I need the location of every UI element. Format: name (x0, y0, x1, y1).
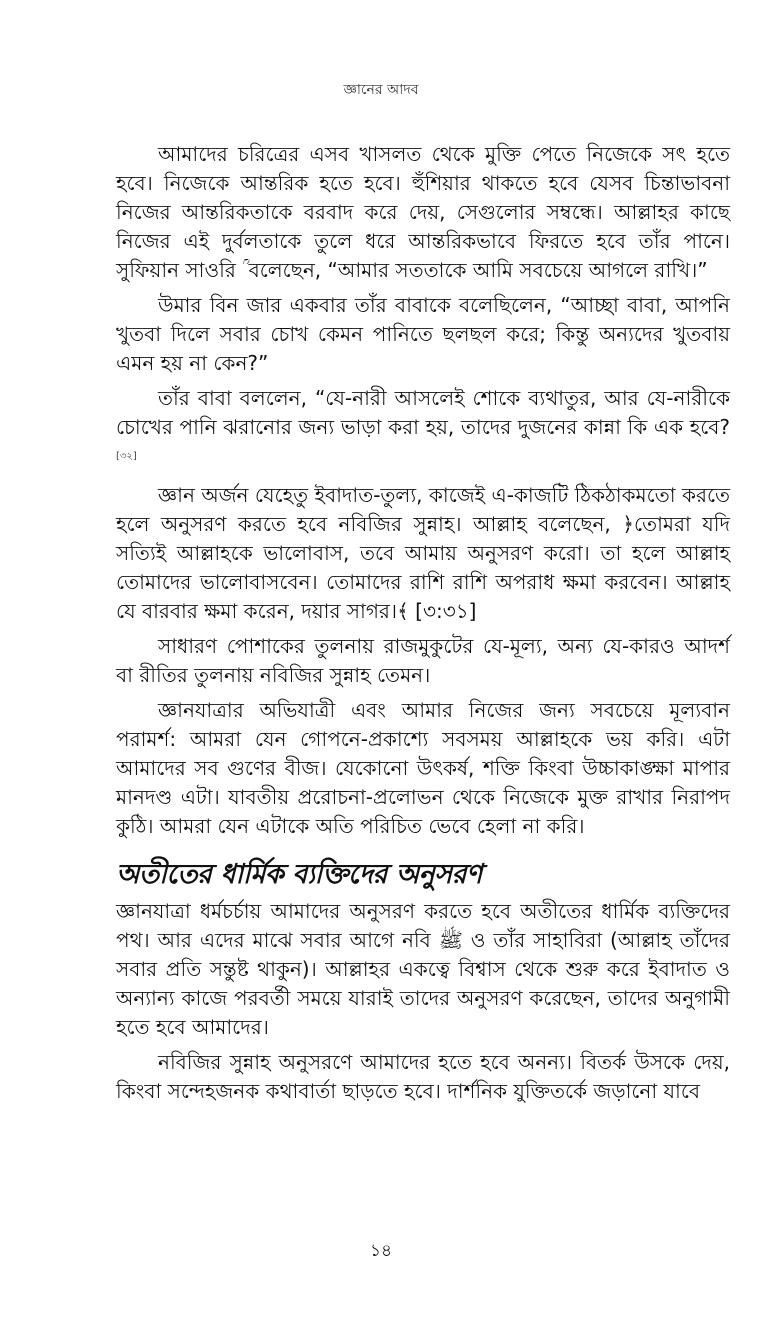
paragraph-6: জ্ঞানযাত্রার অভিযাত্রী এবং আমার নিজের জন্য সবচেয়ে মূল্যবান পরামর্শ: আমরা যেন গোপনে-প্রকাশ্যে সবসময় আল্লাহকে ভয় করি। এটা আমাদের সব গুণের বীজ। যেকোনো উৎকর্ষ, শক্তি কিংবা উচ্চাকাঙ্ক্ষা মাপার মানদণ্ড এটা। যাবতীয় প্ররোচনা-প্রলোভন থেকে নিজেকে মুক্ত রাখার নিরাপদ কুঠি। আমরা যেন এটাকে অতি পরিচিত ভেবে হেলা না করি। (116, 697, 730, 838)
paragraph-5: সাধারণ পোশাকের তুলনায় রাজমুকুটের যে-মূল্য, অন্য যে-কারও আদর্শ বা রীতির তুলনায় নবিজির সুন্নাহ তেমন। (116, 633, 730, 687)
paragraph-4: জ্ঞান অর্জন যেহেতু ইবাদাত-তুল্য, কাজেই এ-কাজটি ঠিকঠাকমতো করতে হলে অনুসরণ করতে হবে নবিজির সুন্নাহ। আল্লাহ বলেছেন, ﴿তোমরা যদি সত্যিই আল্লাহকে ভালোবাস, তবে আমায় অনুসরণ করো। তা হলে আল্লাহ তোমাদের ভালোবাসবেন। তোমাদের রাশি রাশি অপরাধ ক্ষমা করবেন। আল্লাহ যে বারবার ক্ষমা করেন, দয়ার সাগর।﴾ [৩:৩১] (116, 482, 730, 623)
paragraph-3 (116, 384, 730, 475)
section-paragraph-1: জ্ঞানযাত্রা ধর্মচর্চায় আমাদের অনুসরণ করতে হবে অতীতের ধার্মিক ব্যক্তিদের পথ। আর এদের মাঝে সবার আগে নবি ﷺ ও তাঁর সাহাবিরা (আল্লাহ তাঁদের সবার প্রতি সন্তুষ্ট থাকুন)। আল্লাহর একত্বে বিশ্বাস থেকে শুরু করে ইবাদাত ও অন্যান্য কাজে পরবর্তী সময়ে যারাই তাদের অনুসরণ করেছেন, তাদের অনুগামী হতে হবে আমাদের। (116, 898, 730, 1039)
paragraph-3-text: তাঁর বাবা বললেন, “যে-নারী আসলেই শোকে ব্যথাতুর, আর যে-নারীকে চোখের পানি ঝরানোর জন্য ভাড়া করা হয়, তাদের দুজনের কান্না কি এক হবে? (116, 386, 730, 439)
page-number: ১৪ (369, 1241, 393, 1261)
section-paragraph-2: নবিজির সুন্নাহ অনুসরণে আমাদের হতে হবে অনন্য। বিতর্ক উসকে দেয়, কিংবা সন্দেহজনক কথাবার্তা ছাড়তে হবে। দার্শনিক যুক্তিতর্কে জড়ানো যাবে (116, 1049, 730, 1103)
body-text (116, 140, 730, 1112)
footnote-marker: [৩২] (116, 451, 137, 462)
paragraph-1: আমাদের চরিত্রের এসব খাসলত থেকে মুক্তি পেতে নিজেকে সৎ হতে হবে। নিজেকে আন্তরিক হতে হবে। হুঁশিয়ার থাকতে হবে যেসব চিন্তাভাবনা নিজের আন্তরিকতাকে বরবাদ করে দেয়, সেগুলোর সম্বন্ধে। আল্লাহর কাছে নিজের এই দুর্বলতাকে তুলে ধরে আন্তরিকভাবে ফিরতে হবে তাঁর পানে। সুফিয়ান সাওরি ؒ বলেছেন, “আমার সততাকে আমি সবচেয়ে আগলে রাখি।” (116, 142, 730, 282)
running-header: জ্ঞানের আদব (343, 82, 419, 98)
section-heading: অতীতের ধার্মিক ব্যক্তিদের অনুসরণ (116, 858, 482, 890)
paragraph-2: উমার বিন জার একবার তাঁর বাবাকে বলেছিলেন, “আচ্ছা বাবা, আপনি খুতবা দিলে সবার চোখ কেমন পানিতে ছলছল করে; কিন্তু অন্যদের খুতবায় এমন হয় না কেন?” (116, 293, 730, 375)
